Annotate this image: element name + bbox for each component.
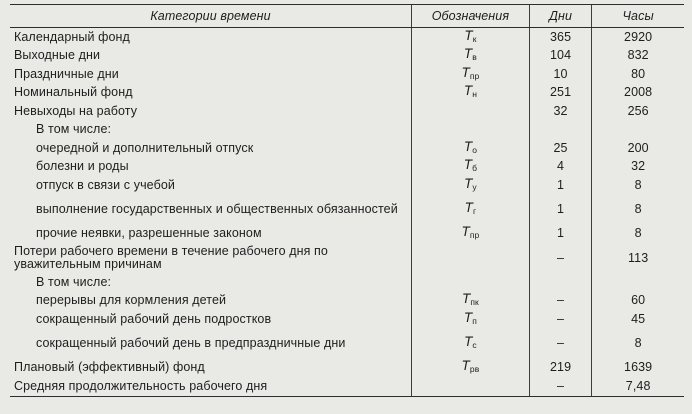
designation-cell: [412, 65, 530, 84]
hours-cell: 256: [592, 102, 684, 121]
designation-subscript: к: [472, 33, 477, 44]
days-cell: [529, 273, 591, 292]
designation-symbol: T: [464, 27, 473, 43]
days-cell: 25: [529, 139, 591, 158]
category-cell: Невыходы на работу: [14, 103, 138, 118]
table-row: [10, 195, 684, 225]
designation-cell: [412, 225, 530, 244]
table-row: [10, 292, 684, 311]
designation-cell: [412, 47, 530, 66]
hours-cell: 1639: [592, 359, 684, 378]
designation-cell: [412, 139, 530, 158]
hours-cell: 8: [592, 195, 684, 225]
hours-cell: [592, 273, 684, 292]
days-cell: –: [529, 292, 591, 311]
table-row: [10, 377, 684, 396]
designation-symbol: T: [464, 334, 473, 349]
table-row: [10, 359, 684, 378]
category-cell: отпуск в связи с учебой: [36, 177, 175, 192]
table-row: [10, 273, 684, 292]
days-cell: 10: [529, 65, 591, 84]
table-row: [10, 310, 684, 329]
designation-subscript: рв: [469, 364, 480, 375]
category-cell: выполнение государственных и общественных обязанностей: [36, 202, 398, 216]
designation-subscript: с: [472, 340, 477, 350]
designation-subscript: п: [472, 315, 477, 326]
days-cell: –: [529, 377, 591, 396]
designation-cell: [412, 195, 530, 225]
designation-cell: [412, 310, 530, 329]
designation-symbol: T: [463, 138, 473, 154]
designation-cell: [412, 28, 530, 47]
days-cell: 4: [529, 158, 591, 177]
header-hours: Часы: [592, 5, 684, 28]
category-cell: Плановый (эффективный) фонд: [14, 360, 205, 375]
category-cell: Номинальный фонд: [14, 85, 133, 100]
category-cell: Выходные дни: [14, 48, 101, 63]
category-cell: болезни и роды: [36, 159, 129, 174]
designation-cell: [412, 359, 530, 378]
table-row: [10, 139, 684, 158]
hours-cell: 200: [592, 139, 684, 158]
header-category: Категории времени: [10, 5, 412, 28]
days-cell: 1: [529, 176, 591, 195]
designation-symbol: T: [463, 309, 473, 325]
designation-subscript: н: [472, 89, 477, 100]
designation-symbol: T: [461, 224, 470, 240]
hours-cell: 7,48: [592, 377, 684, 396]
table-row: [10, 47, 684, 66]
designation-subscript: пр: [469, 70, 480, 81]
days-cell: –: [529, 310, 591, 329]
days-cell: 219: [529, 359, 591, 378]
hours-cell: 60: [592, 292, 684, 311]
designation-cell: [412, 292, 530, 311]
table-row: [10, 225, 684, 244]
hours-cell: 113: [592, 243, 684, 273]
designation-symbol: T: [463, 83, 473, 99]
hours-cell: 8: [592, 225, 684, 244]
hours-cell: 45: [592, 310, 684, 329]
designation-cell: [412, 84, 530, 103]
hours-cell: 80: [592, 65, 684, 84]
designation-symbol: T: [461, 291, 471, 307]
table-row: [10, 243, 684, 273]
category-cell: Праздничные дни: [14, 66, 119, 81]
days-cell: 1: [529, 225, 591, 244]
designation-cell: [412, 176, 530, 195]
category-cell: перерывы для кормления детей: [36, 293, 227, 308]
days-cell: 1: [529, 195, 591, 225]
designation-subscript: у: [472, 181, 477, 192]
category-cell: В том числе:: [36, 274, 112, 289]
designation-symbol: T: [461, 64, 470, 80]
designation-subscript: о: [472, 144, 478, 155]
designation-symbol: T: [463, 46, 473, 62]
hours-cell: 2008: [592, 84, 684, 103]
table-row: [10, 158, 684, 177]
category-cell: сокращенный рабочий день подростков: [36, 311, 272, 326]
days-cell: 104: [529, 47, 591, 66]
hours-cell: 832: [592, 47, 684, 66]
designation-cell: [412, 329, 530, 359]
designation-cell: [412, 121, 530, 140]
designation-symbol: T: [461, 358, 470, 374]
hours-cell: 2920: [592, 28, 684, 47]
days-cell: [529, 121, 591, 140]
days-cell: 251: [529, 84, 591, 103]
hours-cell: 32: [592, 158, 684, 177]
table-row: [10, 121, 684, 140]
designation-cell: [412, 273, 530, 292]
days-cell: –: [529, 329, 591, 359]
header-designation: Обозначения: [412, 5, 530, 28]
table-row: [10, 102, 684, 121]
category-cell: Календарный фонд: [14, 29, 130, 44]
table-row: [10, 84, 684, 103]
category-cell: прочие неявки, разрешенные законом: [36, 226, 262, 241]
designation-cell: [412, 158, 530, 177]
table-row: [10, 28, 684, 47]
hours-cell: 8: [592, 329, 684, 359]
table-row: [10, 176, 684, 195]
table-header-row: [10, 5, 684, 28]
category-cell: В том числе:: [36, 122, 112, 137]
designation-cell: [412, 377, 530, 396]
days-cell: –: [529, 243, 591, 273]
designation-subscript: г: [473, 206, 477, 216]
table-row: [10, 329, 684, 359]
designation-cell: [412, 243, 530, 273]
category-cell: очередной и дополнительный отпуск: [36, 140, 254, 155]
designation-cell: [412, 102, 530, 121]
category-cell: Средняя продолжительность рабочего дня: [10, 377, 412, 396]
designation-subscript: пр: [469, 230, 480, 241]
designation-subscript: в: [472, 52, 477, 63]
days-cell: 365: [529, 28, 591, 47]
category-cell: сокращенный рабочий день в предпраздничные дни: [36, 336, 346, 350]
designation-symbol: T: [464, 200, 473, 215]
hours-cell: [592, 121, 684, 140]
designation-subscript: пк: [470, 297, 479, 308]
designation-symbol: T: [463, 157, 473, 173]
header-days: Дни: [529, 5, 591, 28]
designation-symbol: T: [464, 175, 473, 191]
category-cell: Потери рабочего времени в течение рабочего дня по уважительным причинам: [14, 244, 328, 271]
table-row: [10, 65, 684, 84]
work-time-table: [10, 4, 684, 397]
hours-cell: 8: [592, 176, 684, 195]
days-cell: 32: [529, 102, 591, 121]
designation-subscript: б: [472, 163, 478, 174]
